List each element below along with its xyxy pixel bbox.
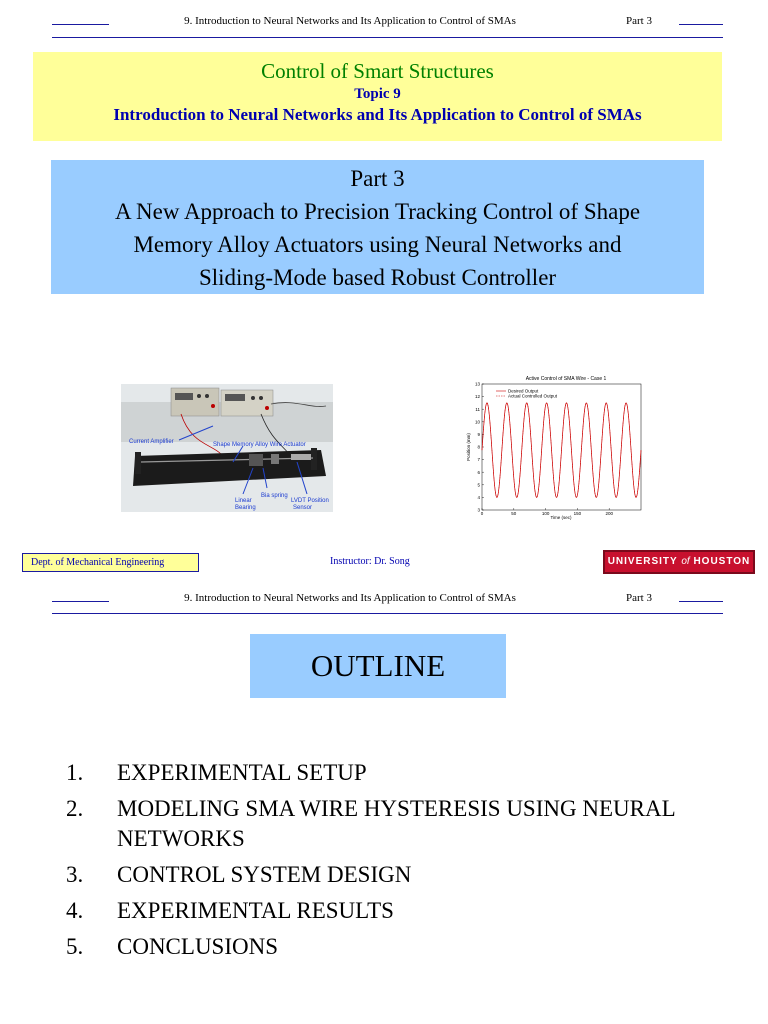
chart-x-axis-label: Time (sec) (550, 515, 572, 520)
x-tick-label: 200 (605, 511, 613, 516)
title-box (33, 52, 722, 141)
header-divider (52, 613, 723, 614)
y-tick-label: 8 (477, 444, 480, 450)
part-label: Part 3 (350, 166, 405, 191)
experimental-setup-photo (121, 384, 333, 512)
chart-y-axis-label: Position (mm) (466, 433, 471, 461)
chart-title: Active Control of SMA Wire - Case 1 (525, 376, 607, 382)
x-tick-label: 0 (480, 511, 484, 516)
label-sma-actuator: Shape Memory Alloy Wire Actuator (213, 442, 306, 448)
list-item-text: CONCLUSIONS (117, 934, 279, 959)
header-title: 9. Introduction to Neural Networks and Its Application to Control of SMAs (184, 15, 516, 27)
list-item (66, 860, 706, 890)
y-tick-label: 10 (474, 419, 480, 425)
part-title-box (51, 160, 704, 294)
header-left-rule (52, 601, 109, 602)
list-item-number: 2. (66, 796, 84, 821)
instructor-label: Instructor: Dr. Song (330, 556, 410, 567)
y-tick-label: 4 (477, 495, 480, 500)
slide1-header (0, 14, 768, 36)
header-right-rule (679, 601, 723, 602)
y-tick-label: 5 (477, 482, 480, 488)
list-item-number: 4. (66, 898, 84, 923)
list-item-number: 1. (66, 760, 84, 785)
label-lvdt: LVDT Position (291, 498, 329, 504)
x-tick-label: 50 (511, 511, 517, 516)
label-current-amplifier: Current Amplifier (129, 439, 174, 445)
outline-heading: OUTLINE (250, 634, 506, 698)
list-item-text: MODELING SMA WIRE HYSTERESIS USING NEURAL NETWORKS (117, 796, 675, 851)
topic-title: Introduction to Neural Networks and Its Application to Control of SMAs (113, 105, 642, 124)
course-title: Control of Smart Structures (261, 59, 494, 83)
list-item-number: 3. (66, 862, 84, 887)
slide2-header (0, 591, 768, 613)
legend-label: Desired Output (508, 388, 539, 394)
x-tick-label: 150 (573, 511, 582, 516)
header-divider (52, 37, 723, 38)
department-label: Dept. of Mechanical Engineering (22, 553, 199, 572)
part-title-line3: Sliding-Mode based Robust Controller (198, 265, 557, 290)
y-tick-label: 3 (477, 507, 480, 513)
header-part: Part 3 (626, 592, 652, 604)
x-tick-label: 100 (541, 511, 550, 516)
university-logo: UNIVERSITY of HOUSTON (603, 550, 755, 574)
svg-text:Bearing: Bearing (235, 505, 256, 511)
header-part: Part 3 (626, 15, 652, 27)
label-bias-spring: Bia spring (261, 493, 288, 499)
y-tick-label: 12 (474, 394, 480, 400)
svg-text:Sensor: Sensor (293, 505, 313, 511)
legend-label: Actual Controlled Output (508, 393, 558, 399)
y-tick-label: 6 (477, 469, 480, 475)
y-tick-label: 13 (474, 381, 480, 387)
y-tick-label: 9 (477, 432, 480, 437)
tracking-response-chart (466, 374, 642, 520)
list-item (66, 794, 706, 854)
list-item-text: EXPERIMENTAL SETUP (117, 760, 367, 785)
list-item (66, 932, 706, 962)
list-item (66, 758, 706, 788)
header-title: 9. Introduction to Neural Networks and Its Application to Control of SMAs (184, 592, 516, 604)
header-left-rule (52, 24, 109, 25)
list-item-text: EXPERIMENTAL RESULTS (117, 898, 394, 923)
label-linear-bearing: Linear (235, 498, 252, 504)
list-item (66, 896, 706, 926)
part-title-line2: Memory Alloy Actuators using Neural Networks and (133, 232, 622, 257)
list-item-number: 5. (66, 934, 84, 959)
list-item-text: CONTROL SYSTEM DESIGN (117, 862, 412, 887)
header-right-rule (679, 24, 723, 25)
y-tick-label: 7 (477, 457, 480, 463)
y-tick-label: 11 (475, 406, 480, 412)
topic-label: Topic 9 (354, 86, 401, 102)
outline-list (66, 758, 706, 968)
part-title-line1: A New Approach to Precision Tracking Control of Shape (114, 199, 641, 224)
